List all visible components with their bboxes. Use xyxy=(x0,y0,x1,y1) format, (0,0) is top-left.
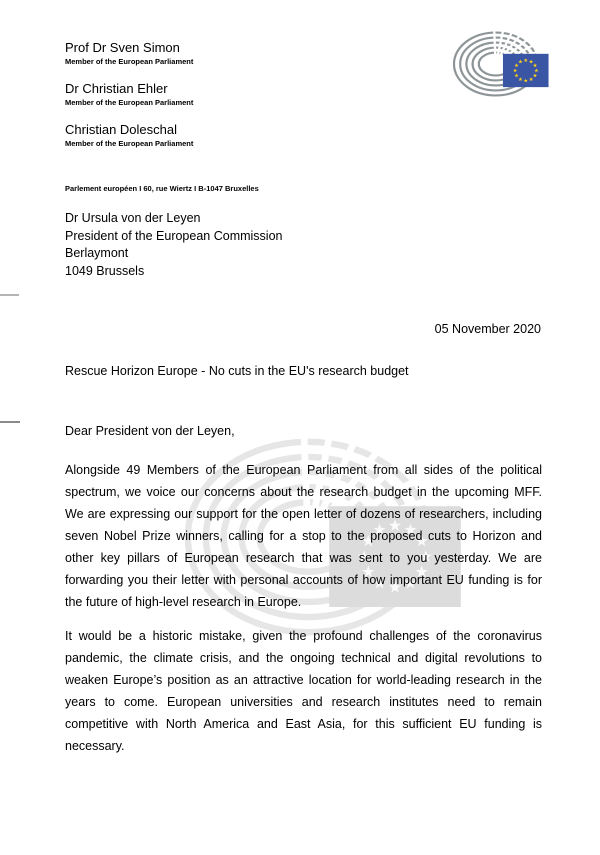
recipient-city: 1049 Brussels xyxy=(65,263,145,278)
recipient-name: Dr Ursula von der Leyen xyxy=(65,211,201,225)
sender-name: Christian Doleschal xyxy=(65,122,177,137)
fold-mark-middle xyxy=(0,421,20,423)
sender-title: Member of the European Parliament xyxy=(65,98,194,107)
paragraph-2: It would be a historic mistake, given the profound challenges of the coronavirus pandemic, the climate crisis, and the ongoing technical and digital revolutions to weaken Europe’s position as an attractive location for world-leading research in the years to come. European universities and research institutes need to remain competitive with North America and East Asia, for this sufficient EU funding is necessary. xyxy=(65,629,542,753)
sender-block xyxy=(65,40,193,163)
recipient-block xyxy=(65,210,282,280)
salutation: Dear President von der Leyen, xyxy=(65,424,235,438)
letterhead-address: Parlement européen I 60, rue Wiertz I B-1047 Bruxelles xyxy=(65,184,259,193)
sender-3 xyxy=(65,122,193,148)
sender-2 xyxy=(65,81,193,107)
sender-name: Prof Dr Sven Simon xyxy=(65,40,180,55)
recipient-building: Berlaymont xyxy=(65,246,129,260)
sender-1 xyxy=(65,40,193,66)
sender-name: Dr Christian Ehler xyxy=(65,81,168,96)
letter-date: 05 November 2020 xyxy=(434,322,541,336)
recipient-title: President of the European Commission xyxy=(65,228,283,243)
fold-mark-top xyxy=(0,294,19,296)
subject-line: Rescue Horizon Europe - No cuts in the EU's research budget xyxy=(65,364,409,378)
sender-title: Member of the European Parliament xyxy=(65,57,194,66)
sender-title: Member of the European Parliament xyxy=(65,139,194,148)
european-parliament-logo-icon xyxy=(453,27,550,101)
paragraph-1: Alongside 49 Members of the European Parliament from all sides of the political spectrum, we voice our concerns about the research budget in the upcoming MFF. We are expressing our support for the open letter of dozens of researchers, including seven Nobel Prize winners, calling for a stop to the proposed cuts to Horizon and other key pillars of European research that was sent to you yesterday. We are forwarding you their letter with personal accounts of how important EU funding is for the future of high-level research in Europe. xyxy=(65,463,542,609)
